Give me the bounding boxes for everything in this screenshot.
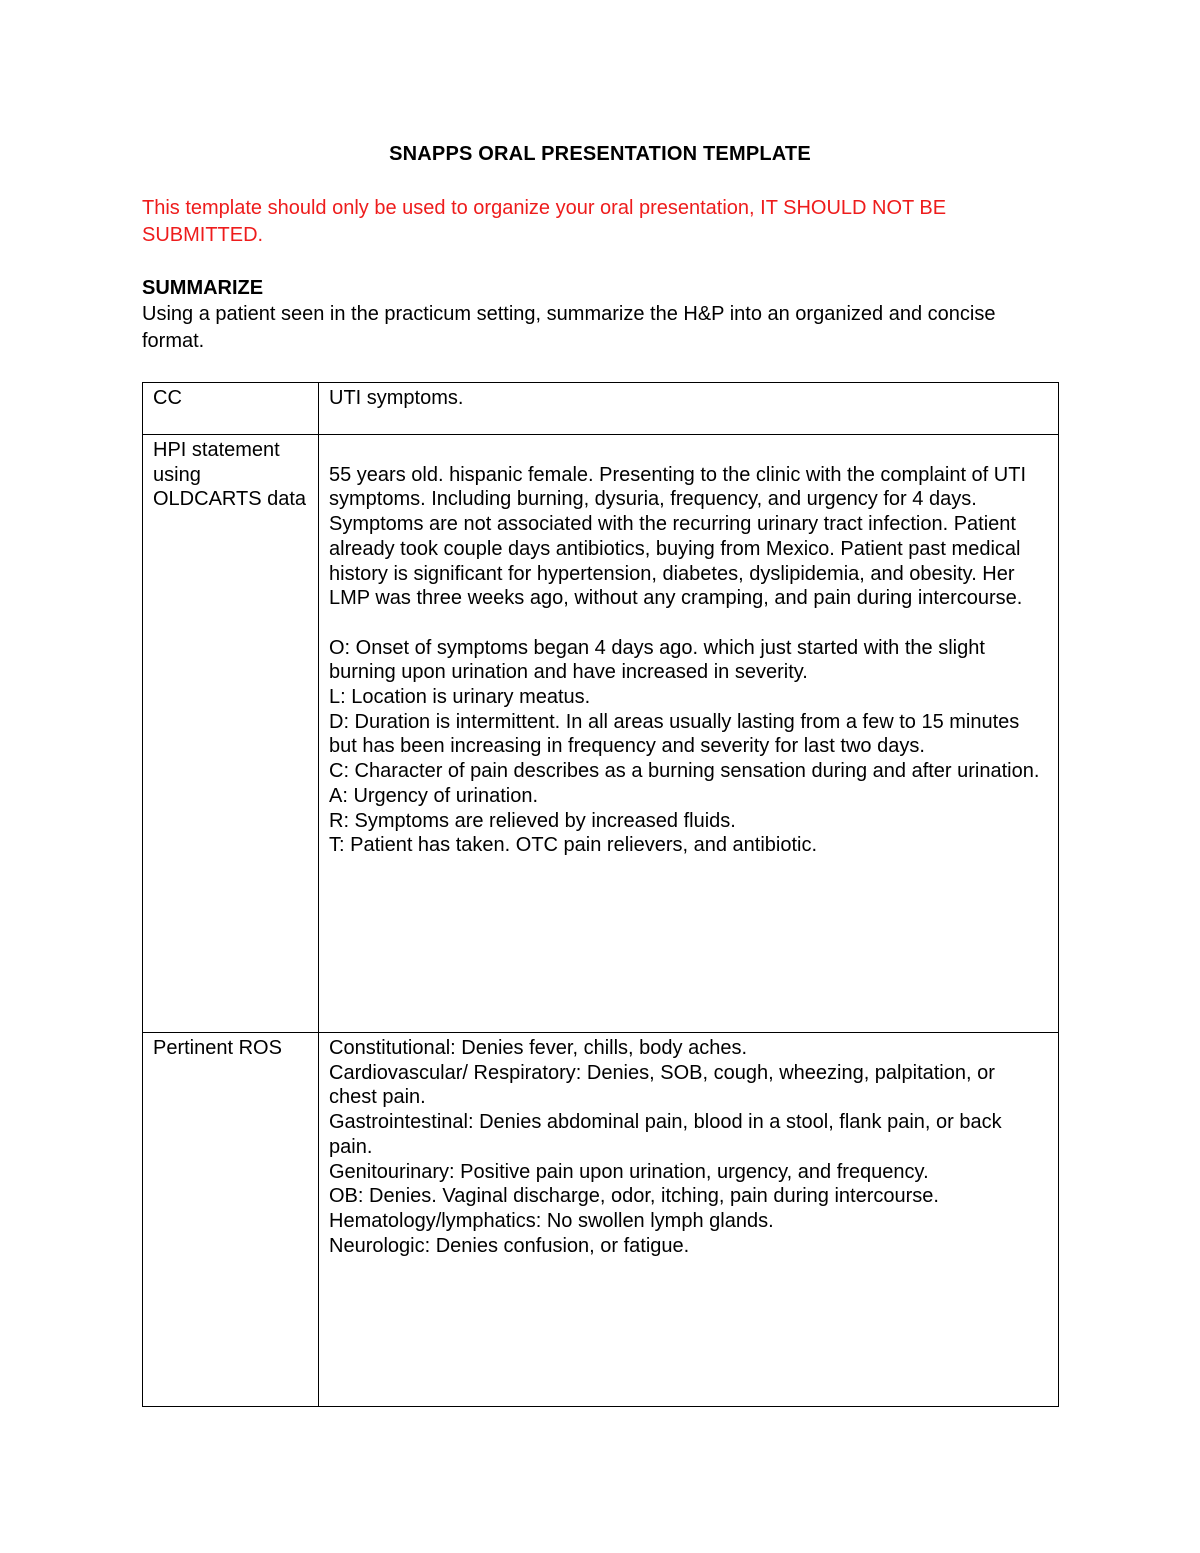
row-label-cc: CC	[143, 383, 319, 435]
section-description: Using a patient seen in the practicum setting, summarize the H&P into an organized and concise format.	[142, 303, 996, 352]
summary-table	[142, 382, 1059, 1407]
table-row-hpi	[143, 435, 1059, 1033]
section-heading: SUMMARIZE	[142, 277, 264, 299]
row-content-hpi: 55 years old. hispanic female. Presenting to the clinic with the complaint of UTI symptoms. Including burning, dysuria, frequency, and urgency for 4 days. Symptoms are not associated with the recurring urinary tract infection. Patient already took couple days antibiotics, buying from Mexico. Patient past medical history is significant for hypertension, diabetes, dyslipidemia, and obesity. Her LMP was three weeks ago, without any cramping, and pain during intercourse. O: Onset of symptoms began 4 days ago. which just started with the slight burning upon urination and have increased in severity. L: Location is urinary meatus. D: Duration is intermittent. In all areas usually lasting from a few to 15 minutes but has been increasing in frequency and severity for last two days. C: Character of pain describes as a burning sensation during and after urination. A: Urgency of urination. R: Symptoms are relieved by increased fluids. T: Patient has taken. OTC pain relievers, and antibiotic.	[329, 463, 1040, 857]
submission-warning: This template should only be used to organize your oral presentation, IT SHOULD NOT BE SUBMITTED.	[142, 197, 947, 246]
table-row-ros	[143, 1033, 1059, 1407]
document-title: SNAPPS ORAL PRESENTATION TEMPLATE	[389, 143, 811, 165]
row-label-ros: Pertinent ROS	[143, 1033, 319, 1407]
table-row-cc	[143, 383, 1059, 435]
row-label-hpi: HPI statement using OLDCARTS data	[143, 435, 319, 1033]
row-content-hpi-cell	[319, 435, 1059, 1033]
row-content-cc: UTI symptoms.	[319, 383, 1059, 435]
row-content-ros: Constitutional: Denies fever, chills, body aches. Cardiovascular/ Respiratory: Denies, SOB, cough, wheezing, palpitation, or chest pain. Gastrointestinal: Denies abdominal pain, blood in a stool, flank pain, or back pain. Genitourinary: Positive pain upon urination, urgency, and frequency. OB: Denies. Vaginal discharge, odor, itching, pain during intercourse. Hematology/lymphatics: No swollen lymph glands. Neurologic: Denies confusion, or fatigue.	[319, 1033, 1059, 1407]
